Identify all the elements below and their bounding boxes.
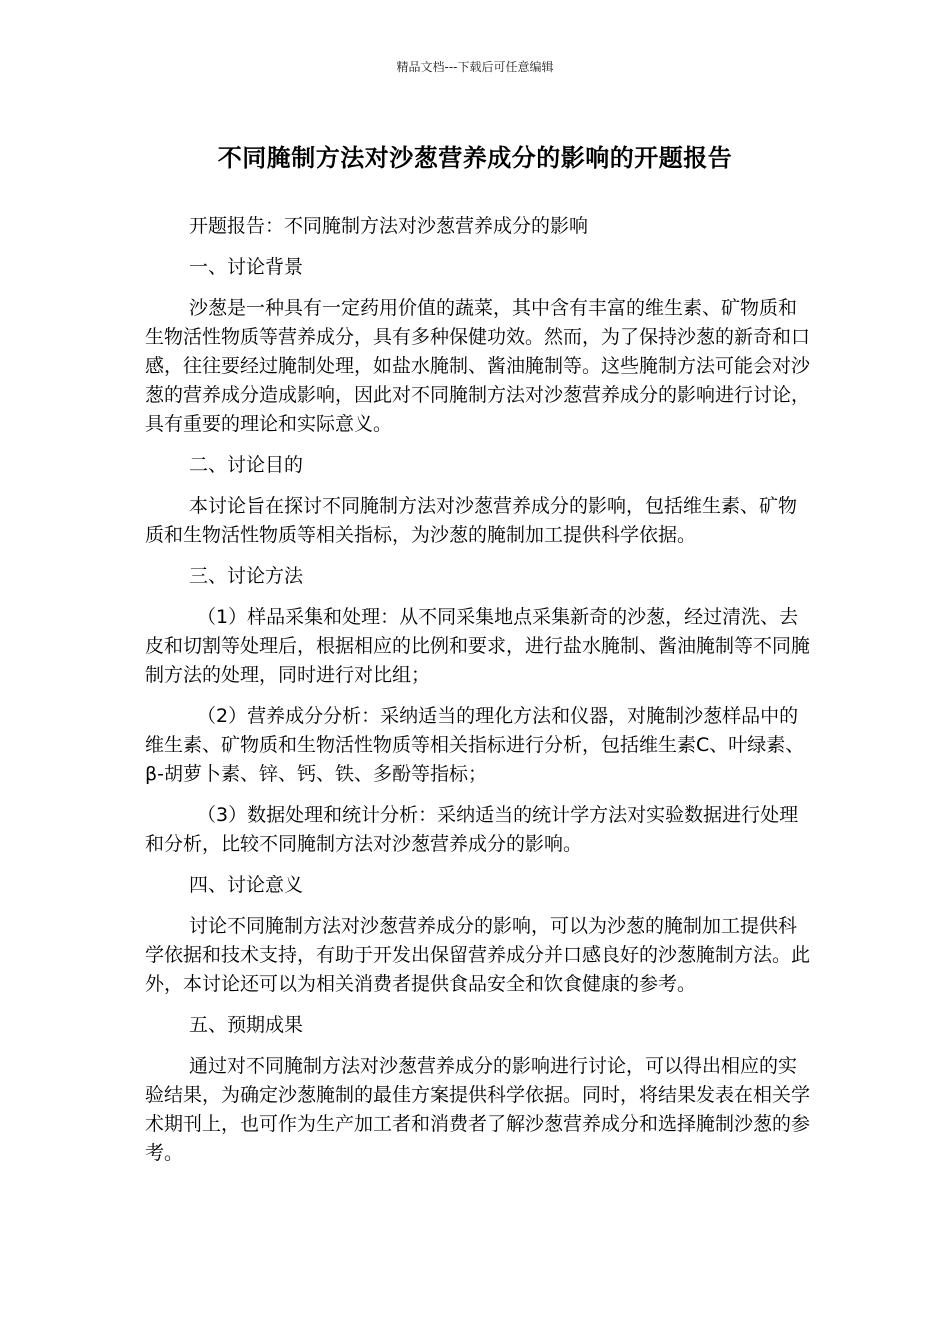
method-item-2: （2）营养成分分析：采纳适当的理化方法和仪器，对腌制沙葱样品中的维生素、矿物质和生物活性物质等相关指标进行分析，包括维生素C、叶绿素、β-胡萝卜素、锌、钙、铁、多酚等指标；	[145, 705, 805, 785]
paragraph-significance: 讨论不同腌制方法对沙葱营养成分的影响，可以为沙葱的腌制加工提供科学依据和技术支持，有助于开发出保留营养成分并口感良好的沙葱腌制方法。此外，本讨论还可以为相关消费者提供食品安全和饮食健康的参考。	[145, 915, 811, 995]
document-body	[145, 212, 815, 1168]
section-heading-background: 一、讨论背景	[189, 256, 304, 278]
section-heading-significance: 四、讨论意义	[189, 874, 304, 896]
section-heading-expected-results: 五、预期成果	[189, 1014, 304, 1036]
paragraph-expected-results: 通过对不同腌制方法对沙葱营养成分的影响进行讨论，可以得出相应的实验结果，为确定沙葱腌制的最佳方案提供科学依据。同时，将结果发表在相关学术期刊上，也可作为生产加工者和消费者了解沙葱营养成分和选择腌制沙葱的参考。	[145, 1055, 811, 1164]
section-heading-method: 三、讨论方法	[189, 565, 304, 587]
paragraph-background: 沙葱是一种具有一定药用价值的蔬菜，其中含有丰富的维生素、矿物质和生物活性物质等营养成分，具有多种保健功效。然而，为了保持沙葱的新奇和口感，往往要经过腌制处理，如盐水腌制、酱油腌制等。这些腌制方法可能会对沙葱的营养成分造成影响，因此对不同腌制方法对沙葱营养成分的影响进行讨论，具有重要的理论和实际意义。	[145, 297, 811, 435]
method-item-1: （1）样品采集和处理：从不同采集地点采集新奇的沙葱，经过清洗、去皮和切割等处理后，根据相应的比例和要求，进行盐水腌制、酱油腌制等不同腌制方法的处理，同时进行对比组；	[145, 606, 811, 686]
header-note: 精品文档---下载后可任意编辑	[396, 60, 554, 74]
document-title: 不同腌制方法对沙葱营养成分的影响的开题报告	[217, 144, 733, 172]
method-item-3: （3）数据处理和统计分析：采纳适当的统计学方法对实验数据进行处理和分析，比较不同腌制方法对沙葱营养成分的影响。	[145, 804, 799, 855]
intro-line: 开题报告：不同腌制方法对沙葱营养成分的影响	[189, 215, 589, 237]
paragraph-purpose: 本讨论旨在探讨不同腌制方法对沙葱营养成分的影响，包括维生素、矿物质和生物活性物质等相关指标，为沙葱的腌制加工提供科学依据。	[145, 495, 798, 546]
section-heading-purpose: 二、讨论目的	[189, 454, 304, 476]
